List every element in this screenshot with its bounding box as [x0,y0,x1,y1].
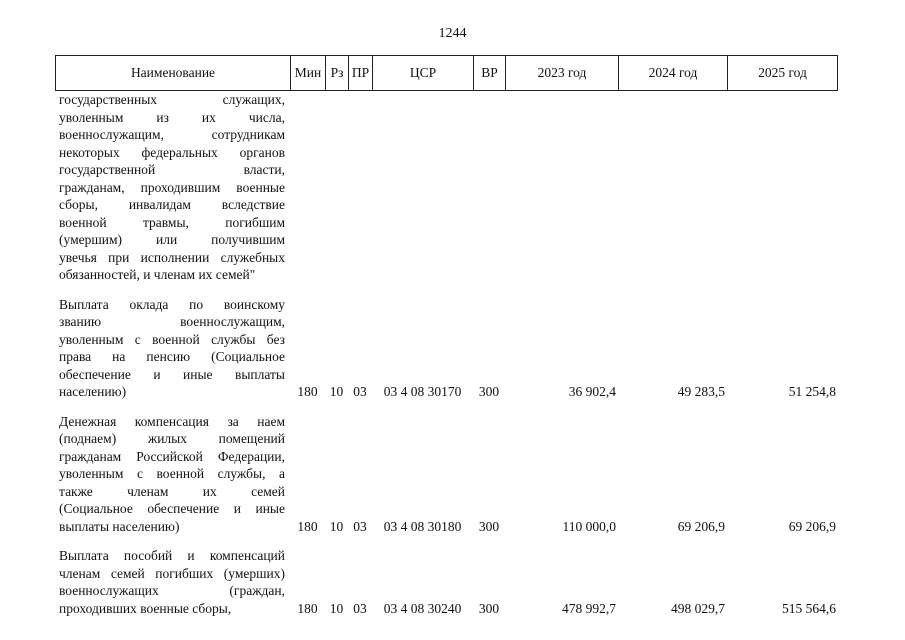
description-line: гражданам Российской Федерации, [59,448,285,464]
row-gap [55,401,836,413]
cell-2023: 110 000,0 [562,518,616,534]
header-name: Наименование [56,56,291,90]
header-2024: 2024 год [619,56,728,90]
description-line: проходивших военные сборы, [59,600,232,616]
cell-2024: 69 206,9 [677,518,725,534]
description-line: государственных служащих, [59,92,285,107]
cell-min: 180 [297,518,318,534]
description-line: некоторых федеральных органов [59,144,285,160]
cell-pr: 03 [353,600,367,616]
header-csr: ЦСР [373,56,474,90]
cell-csr: 03 4 08 30170 [383,384,462,399]
header-rz: Рз [326,56,349,90]
table-row [55,91,836,284]
description-line: Денежная компенсация за наем [59,413,285,429]
cell-rz: 10 [329,384,344,399]
description-line: также членам их семей [59,483,285,499]
header-pr: ПР [349,56,373,90]
cell-2023: 478 992,7 [562,600,616,616]
header-2023: 2023 год [506,56,619,90]
cell-2025: 515 564,6 [782,600,836,616]
description-line: (Социальное обеспечение и иные [59,501,285,516]
description-line: выплаты населению) [59,518,180,534]
cell-2024: 49 283,5 [677,384,725,399]
description-line: военнослужащих (граждан, [59,583,285,598]
description-line: уволенным с военной службы без [59,331,285,347]
description-line: членам семей погибших (умерших) [59,565,285,581]
description-line: уволенным с военной службы, а [59,466,285,481]
cell-pr: 03 [353,384,367,399]
description-line: уволенным из их числа, [59,109,285,125]
table-body [55,91,836,617]
description-line: увечья при исполнении служебных [59,249,285,265]
row-description [55,296,290,401]
cell-csr: 03 4 08 30180 [383,518,462,534]
cell-min: 180 [297,600,318,616]
description-line: (поднаем) жилых помещений [59,431,285,446]
description-line: права на пенсию (Социальное [59,349,285,364]
cell-csr: 03 4 08 30240 [383,600,462,616]
table-row [55,547,836,617]
cell-2025: 51 254,8 [788,384,836,399]
cell-2023: 36 902,4 [568,384,616,399]
header-min: Мин [291,56,326,90]
cell-vr: 300 [478,518,500,534]
description-line: Выплата оклада по воинскому [59,296,285,312]
table-header [55,55,838,91]
description-line: Выплата пособий и компенсаций [59,548,285,563]
cell-vr: 300 [478,384,500,399]
description-line: военной травмы, погибшим [59,214,285,230]
description-line: государственной власти, [59,162,285,177]
cell-2025: 69 206,9 [788,518,836,534]
description-line: гражданам, проходившим военные [59,179,285,195]
cell-rz: 10 [329,600,344,616]
table-row [55,296,836,401]
table-row [55,413,836,536]
description-line: сборы, инвалидам вследствие [59,197,285,212]
row-gap [55,284,836,296]
description-line: (умершим) или получившим [59,232,285,247]
description-line: военнослужащим, сотрудникам [59,127,285,142]
cell-rz: 10 [329,518,344,534]
row-description [55,413,290,536]
description-line: обязанностей, и членам их семей" [59,267,256,282]
cell-vr: 300 [478,600,500,616]
cell-min: 180 [297,384,318,399]
row-gap [55,535,836,547]
header-2025: 2025 год [758,65,807,80]
row-description [55,91,290,284]
description-line: званию военнослужащим, [59,314,285,329]
page-number: 1244 [438,26,467,41]
cell-2024: 498 029,7 [671,600,725,616]
row-description [55,547,290,617]
cell-pr: 03 [353,518,367,534]
header-vr: ВР [474,56,506,90]
description-line: обеспечение и иные выплаты [59,366,285,382]
description-line: населению) [59,384,127,399]
